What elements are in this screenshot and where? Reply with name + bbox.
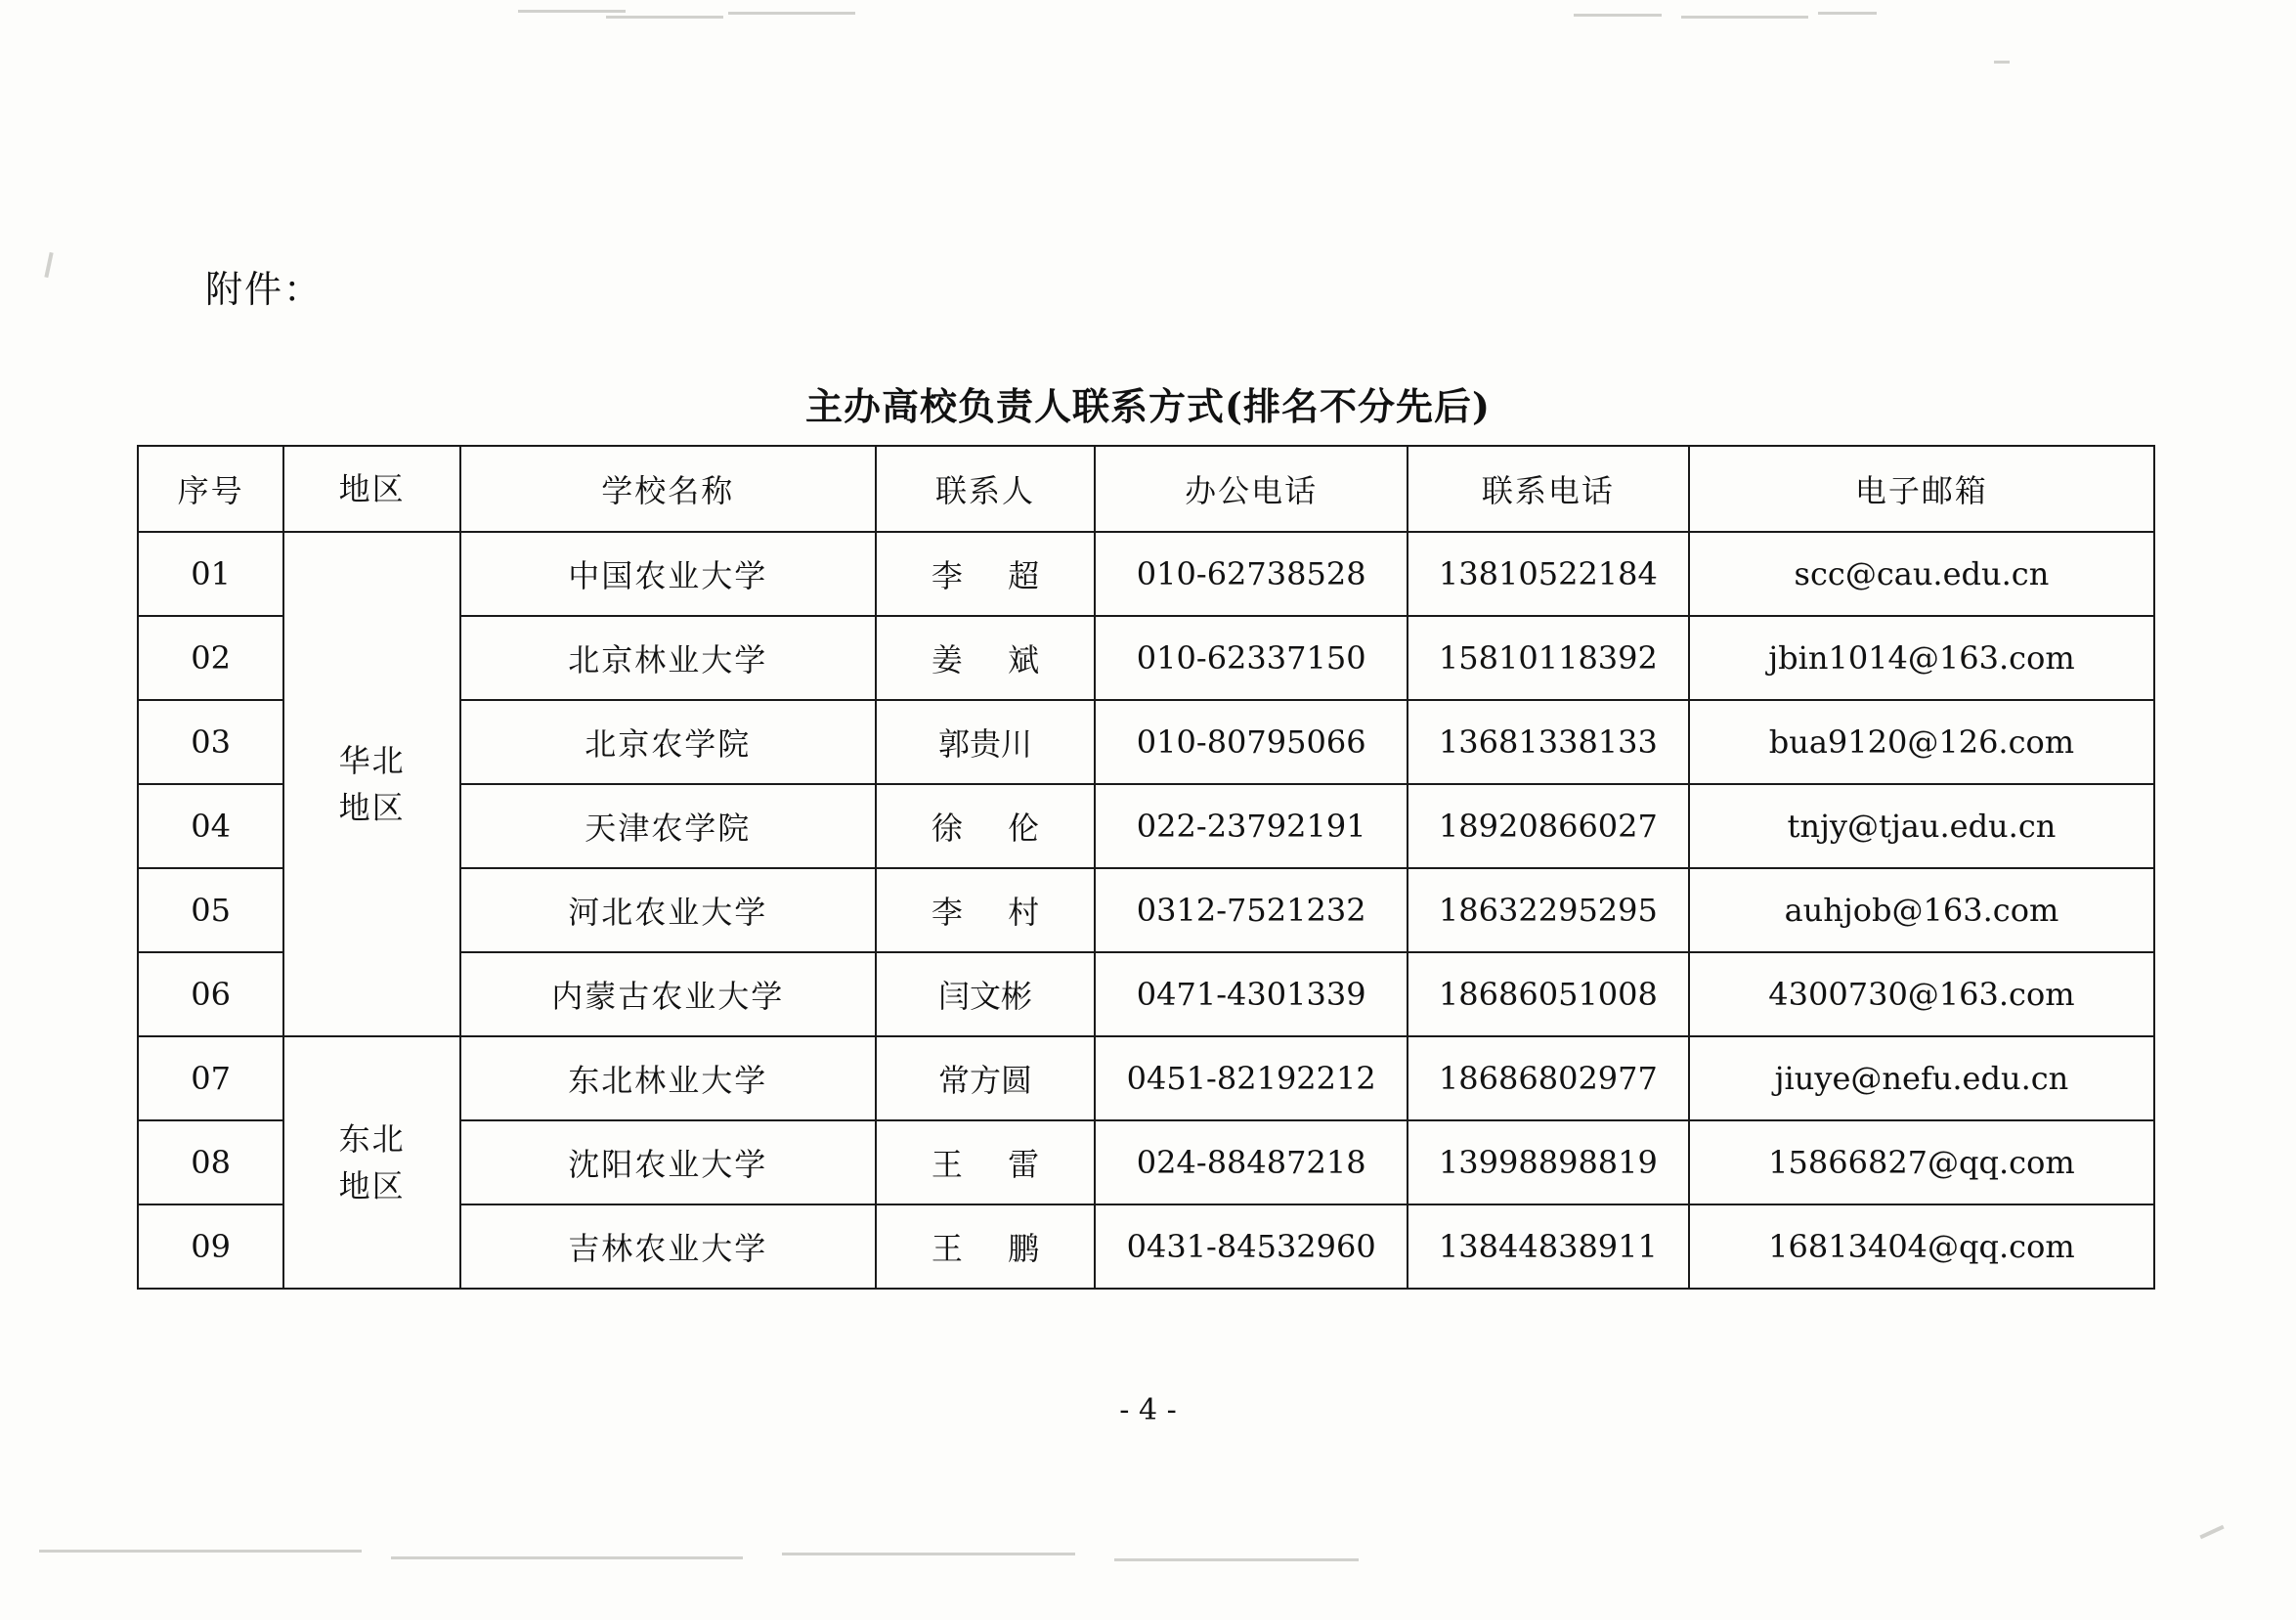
scan-artifact [1681,16,1808,19]
scan-artifact [44,252,53,278]
header-office-phone: 办公电话 [1095,446,1407,532]
cell-school: 内蒙古农业大学 [460,952,876,1036]
cell-school: 天津农学院 [460,784,876,868]
header-mobile-phone: 联系电话 [1408,446,1689,532]
cell-mobile-phone: 15810118392 [1408,616,1689,700]
person-name: 李 村 [931,894,1058,931]
cell-index: 04 [138,784,283,868]
cell-office-phone: 0451-82192212 [1095,1036,1407,1120]
contact-table [137,445,2155,1290]
person-name: 姜 斌 [931,641,1058,679]
cell-mobile-phone: 18686802977 [1408,1036,1689,1120]
cell-office-phone: 024-88487218 [1095,1120,1407,1204]
cell-index: 02 [138,616,283,700]
scan-artifact [518,10,626,13]
cell-index: 03 [138,700,283,784]
cell-index: 07 [138,1036,283,1120]
region-line-2: 地区 [338,1167,406,1204]
page-title: 主办高校负责人联系方式(排名不分先后) [805,384,1491,428]
scan-artifact [2199,1525,2224,1540]
cell-mobile-phone: 18632295295 [1408,868,1689,952]
cell-mobile-phone: 13681338133 [1408,700,1689,784]
person-name: 王 鹏 [931,1230,1058,1267]
person-name: 徐 伦 [931,810,1058,847]
cell-school: 河北农业大学 [460,868,876,952]
cell-email: bua9120@126.com [1689,700,2154,784]
cell-person: 郭贵川 [876,700,1096,784]
cell-school: 中国农业大学 [460,532,876,616]
cell-school: 北京林业大学 [460,616,876,700]
cell-person: 闫文彬 [876,952,1096,1036]
scan-artifact [391,1556,743,1559]
cell-region-huabei [283,532,460,1036]
header-email: 电子邮箱 [1689,446,2154,532]
cell-index: 05 [138,868,283,952]
cell-email: 4300730@163.com [1689,952,2154,1036]
cell-office-phone: 010-62337150 [1095,616,1407,700]
cell-email: tnjy@tjau.edu.cn [1689,784,2154,868]
cell-email: auhjob@163.com [1689,868,2154,952]
cell-school: 北京农学院 [460,700,876,784]
cell-school: 吉林农业大学 [460,1204,876,1289]
header-region: 地区 [283,446,460,532]
cell-person [876,868,1096,952]
contact-table-container [137,445,2155,1290]
table-row [138,532,2154,616]
cell-mobile-phone: 18920866027 [1408,784,1689,868]
scan-artifact [606,16,723,19]
cell-index: 01 [138,532,283,616]
cell-person [876,1120,1096,1204]
cell-person [876,616,1096,700]
cell-office-phone: 0431-84532960 [1095,1204,1407,1289]
table-row [138,1036,2154,1120]
cell-region-dongbei [283,1036,460,1289]
scan-artifact [782,1553,1075,1555]
region-line-1: 东北 [338,1120,406,1158]
cell-mobile-phone: 18686051008 [1408,952,1689,1036]
region-line-1: 华北 [338,742,406,779]
cell-office-phone: 0471-4301339 [1095,952,1407,1036]
attachment-label: 附件： [205,268,324,311]
header-index: 序号 [138,446,283,532]
scan-artifact [1818,12,1877,15]
scan-artifact [1114,1558,1359,1561]
cell-mobile-phone: 13810522184 [1408,532,1689,616]
cell-email: 16813404@qq.com [1689,1204,2154,1289]
cell-school: 沈阳农业大学 [460,1120,876,1204]
person-name: 李 超 [931,557,1058,594]
cell-school: 东北林业大学 [460,1036,876,1120]
cell-person [876,532,1096,616]
cell-office-phone: 0312-7521232 [1095,868,1407,952]
header-person: 联系人 [876,446,1096,532]
cell-index: 09 [138,1204,283,1289]
cell-mobile-phone: 13998898819 [1408,1120,1689,1204]
cell-email: jbin1014@163.com [1689,616,2154,700]
scan-artifact [1994,61,2010,64]
cell-person: 常方圆 [876,1036,1096,1120]
cell-email: scc@cau.edu.cn [1689,532,2154,616]
cell-email: 15866827@qq.com [1689,1120,2154,1204]
cell-email: jiuye@nefu.edu.cn [1689,1036,2154,1120]
cell-mobile-phone: 13844838911 [1408,1204,1689,1289]
table-header-row [138,446,2154,532]
cell-office-phone: 022-23792191 [1095,784,1407,868]
person-name: 王 雷 [931,1146,1058,1183]
page-number: - 4 - [1119,1393,1177,1427]
scan-artifact [728,12,855,15]
cell-person [876,784,1096,868]
region-line-2: 地区 [338,789,406,826]
cell-office-phone: 010-80795066 [1095,700,1407,784]
header-school: 学校名称 [460,446,876,532]
scan-artifact [39,1550,362,1553]
cell-index: 06 [138,952,283,1036]
cell-index: 08 [138,1120,283,1204]
cell-person [876,1204,1096,1289]
cell-office-phone: 010-62738528 [1095,532,1407,616]
scan-artifact [1574,14,1662,17]
